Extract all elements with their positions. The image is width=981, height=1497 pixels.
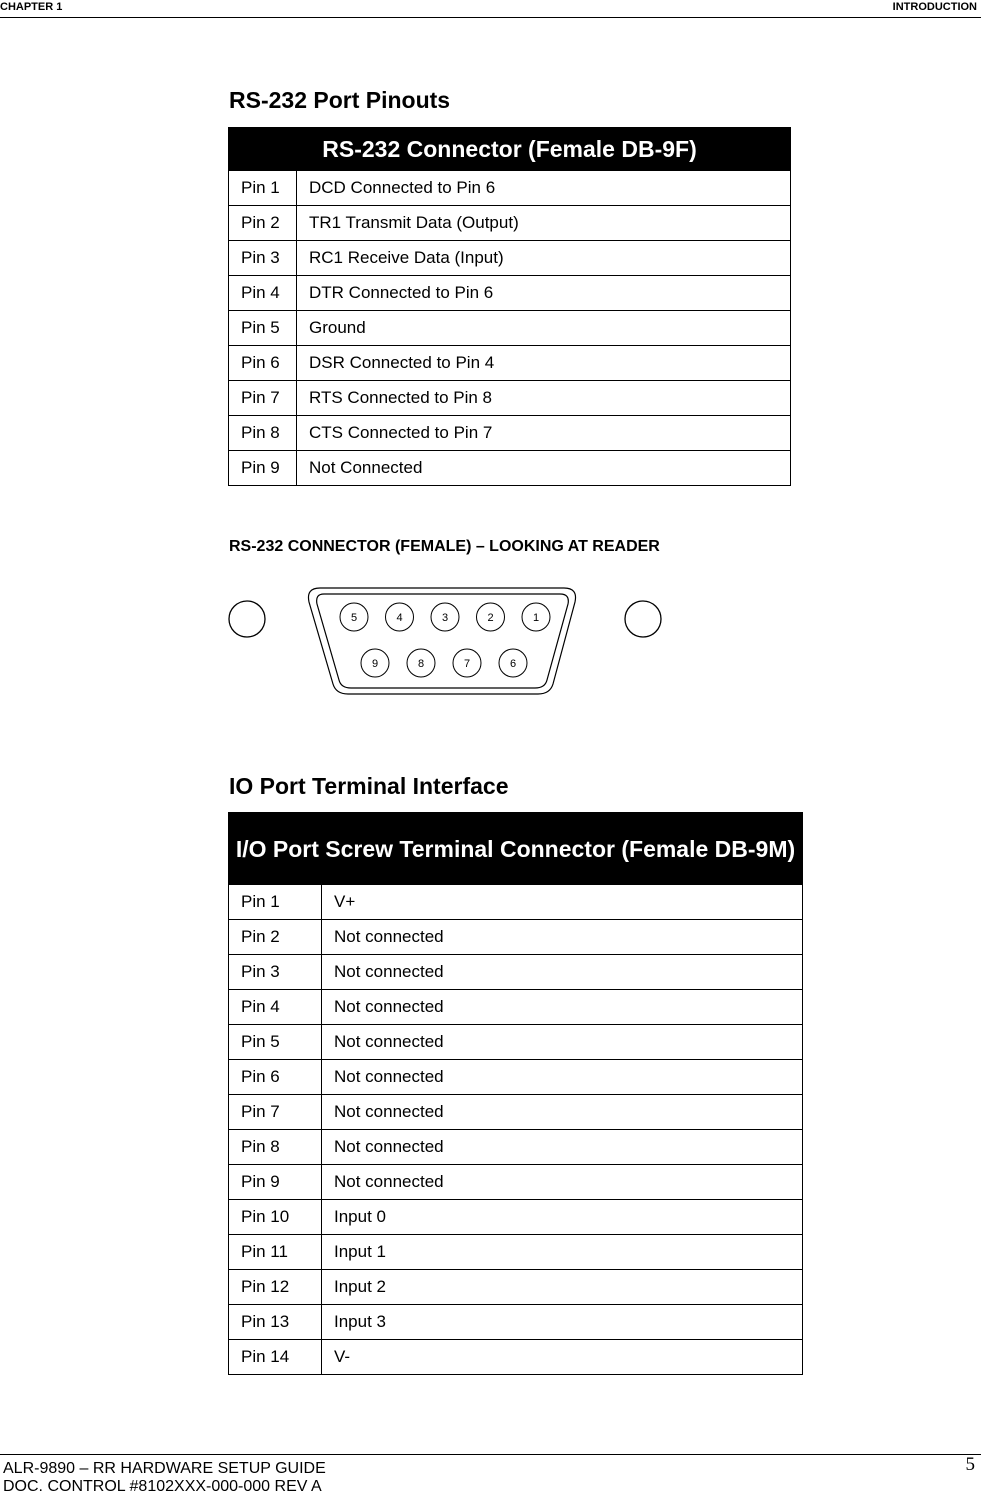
- table-row: [229, 311, 791, 346]
- pin-number-cell: Pin 14: [229, 1340, 322, 1375]
- footer-rule: [0, 1454, 981, 1455]
- pin-number-cell: Pin 5: [229, 1025, 322, 1060]
- pin-number-cell: Pin 7: [229, 381, 297, 416]
- table-row: [229, 1130, 803, 1165]
- table-row: [229, 171, 791, 206]
- table-row: [229, 1305, 803, 1340]
- connector-pin-label: 4: [396, 612, 403, 624]
- table-row: [229, 990, 803, 1025]
- pin-number-cell: Pin 13: [229, 1305, 322, 1340]
- pin-description-cell: DCD Connected to Pin 6: [297, 171, 791, 206]
- pin-description-cell: Not connected: [322, 1095, 803, 1130]
- connector-caption: RS-232 CONNECTOR (FEMALE) – LOOKING AT READER: [229, 538, 660, 555]
- section-label: INTRODUCTION: [892, 1, 977, 13]
- table-row: [229, 920, 803, 955]
- pin-description-cell: Not connected: [322, 1130, 803, 1165]
- table-row: [229, 1095, 803, 1130]
- connector-pin-label: 2: [487, 612, 494, 624]
- table-row: [229, 1340, 803, 1375]
- rs232-pinout-table: [228, 127, 791, 486]
- io-table-title: I/O Port Screw Terminal Connector (Female DB-9M): [229, 813, 803, 885]
- pin-number-cell: Pin 4: [229, 990, 322, 1025]
- pin-description-cell: Not connected: [322, 1025, 803, 1060]
- table-row: [229, 1060, 803, 1095]
- pin-number-cell: Pin 8: [229, 416, 297, 451]
- chapter-label: CHAPTER 1: [0, 1, 63, 13]
- pin-description-cell: V-: [322, 1340, 803, 1375]
- pin-number-cell: Pin 5: [229, 311, 297, 346]
- table-row: [229, 416, 791, 451]
- pin-description-cell: TR1 Transmit Data (Output): [297, 206, 791, 241]
- connector-pin-label: 7: [463, 658, 471, 670]
- table-row: [229, 1025, 803, 1060]
- pin-description-cell: CTS Connected to Pin 7: [297, 416, 791, 451]
- pin-description-cell: Not connected: [322, 990, 803, 1025]
- table-row: [229, 206, 791, 241]
- pin-number-cell: Pin 2: [229, 206, 297, 241]
- table-row: [229, 451, 791, 486]
- left-mounting-hole: [229, 601, 265, 637]
- footer-guide-title: ALR-9890 – RR HARDWARE SETUP GUIDE: [3, 1460, 326, 1477]
- pin-number-cell: Pin 10: [229, 1200, 322, 1235]
- right-mounting-hole: [625, 601, 661, 637]
- rs232-table-title: RS-232 Connector (Female DB-9F): [229, 128, 791, 171]
- pin-number-cell: Pin 6: [229, 1060, 322, 1095]
- connector-pin-label: 5: [350, 612, 358, 624]
- pin-description-cell: Input 3: [322, 1305, 803, 1340]
- db9-connector-diagram: [220, 580, 680, 705]
- pin-description-cell: Not connected: [322, 920, 803, 955]
- rs232-section-title: RS-232 Port Pinouts: [229, 87, 451, 113]
- pin-description-cell: Not connected: [322, 1060, 803, 1095]
- pin-description-cell: Input 1: [322, 1235, 803, 1270]
- pin-number-cell: Pin 3: [229, 955, 322, 990]
- connector-pin-label: 1: [532, 612, 540, 624]
- table-row: [229, 1235, 803, 1270]
- io-section-title: IO Port Terminal Interface: [229, 773, 509, 799]
- header-rule: [0, 17, 981, 18]
- table-row: [229, 1165, 803, 1200]
- pin-description-cell: Input 2: [322, 1270, 803, 1305]
- connector-shell-inner: [317, 594, 569, 688]
- pin-description-cell: RTS Connected to Pin 8: [297, 381, 791, 416]
- table-row: [229, 1200, 803, 1235]
- table-row: [229, 381, 791, 416]
- pin-description-cell: Not connected: [322, 955, 803, 990]
- pin-description-cell: DTR Connected to Pin 6: [297, 276, 791, 311]
- footer-doc-control: DOC. CONTROL #8102XXX-000-000 REV A: [3, 1478, 322, 1495]
- pin-number-cell: Pin 8: [229, 1130, 322, 1165]
- pin-number-cell: Pin 9: [229, 451, 297, 486]
- table-row: [229, 885, 803, 920]
- pin-description-cell: Input 0: [322, 1200, 803, 1235]
- connector-pin-label: 8: [417, 658, 425, 670]
- table-row: [229, 241, 791, 276]
- pin-number-cell: Pin 3: [229, 241, 297, 276]
- pin-number-cell: Pin 9: [229, 1165, 322, 1200]
- connector-pin-label: 3: [441, 612, 449, 624]
- table-row: [229, 346, 791, 381]
- pin-number-cell: Pin 2: [229, 920, 322, 955]
- pin-description-cell: RC1 Receive Data (Input): [297, 241, 791, 276]
- pin-number-cell: Pin 1: [229, 171, 297, 206]
- pin-description-cell: Ground: [297, 311, 791, 346]
- pin-description-cell: V+: [322, 885, 803, 920]
- pin-number-cell: Pin 6: [229, 346, 297, 381]
- connector-pin-label: 6: [509, 658, 517, 670]
- pin-description-cell: DSR Connected to Pin 4: [297, 346, 791, 381]
- pin-number-cell: Pin 4: [229, 276, 297, 311]
- table-row: [229, 955, 803, 990]
- io-pinout-table: [228, 812, 803, 1375]
- table-row: [229, 1270, 803, 1305]
- table-row: [229, 276, 791, 311]
- pin-number-cell: Pin 1: [229, 885, 322, 920]
- pin-description-cell: Not Connected: [297, 451, 791, 486]
- pin-number-cell: Pin 7: [229, 1095, 322, 1130]
- pin-number-cell: Pin 11: [229, 1235, 322, 1270]
- pin-number-cell: Pin 12: [229, 1270, 322, 1305]
- page-number: 5: [965, 1454, 975, 1475]
- connector-pin-label: 9: [371, 658, 379, 670]
- pin-description-cell: Not connected: [322, 1165, 803, 1200]
